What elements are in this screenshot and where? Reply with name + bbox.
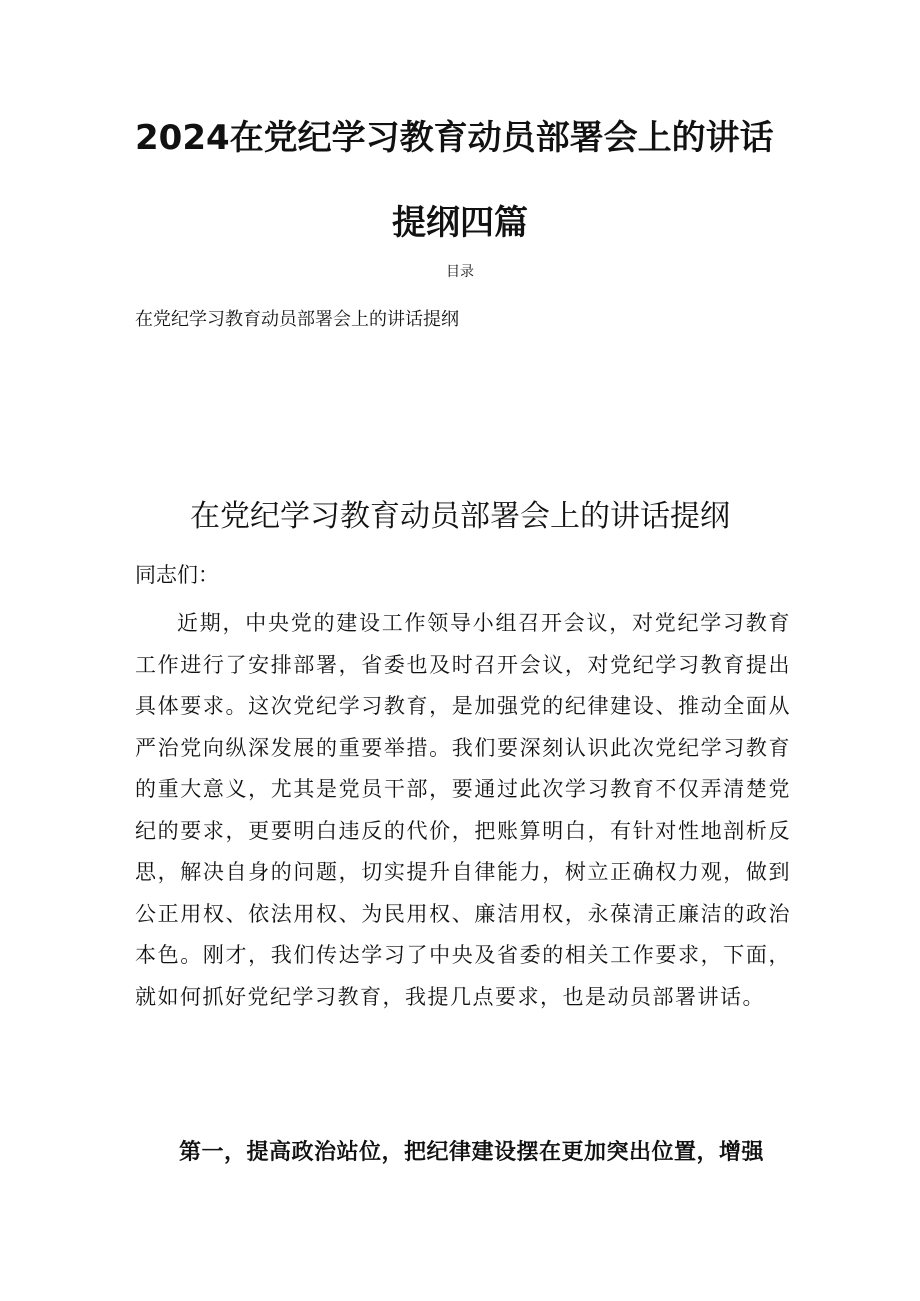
- salutation: 同志们：: [135, 563, 219, 587]
- document-title-line1: 2024在党纪学习教育动员部署会上的讲话: [135, 118, 774, 158]
- document-title-line2: 提纲四篇: [392, 203, 528, 243]
- body-paragraph: 近期，中央党的建设工作领导小组召开会议，对党纪学习教育工作进行了安排部署，省委也及时召开会议，对党纪学习教育提出具体要求。这次党纪学习教育，是加强党的纪律建设、推动全面从严治党向纵深发展的重要举措。我们要深刻认识此次党纪学习教育的重大意义，尤其是党员干部，要通过此次学习教育不仅弄清楚党纪的要求，更要明白违反的代价，把账算明白，有针对性地剖析反思，解决自身的问题，切实提升自律能力，树立正确权力观，做到公正用权、依法用权、为民用权、廉洁用权，永葆清正廉洁的政治本色。刚才，我们传达学习了中央及省委的相关工作要求，下面，就如何抓好党纪学习教育，我提几点要求，也是动员部署讲话。: [135, 611, 791, 1009]
- point-paragraph: 第一，提高政治站位，把纪律建设摆在更加突出位置，增强: [179, 1140, 765, 1165]
- toc-label: 目录: [446, 264, 474, 280]
- toc-item[interactable]: 在党纪学习教育动员部署会上的讲话提纲: [135, 309, 459, 330]
- section-title: 在党纪学习教育动员部署会上的讲话提纲: [190, 499, 730, 534]
